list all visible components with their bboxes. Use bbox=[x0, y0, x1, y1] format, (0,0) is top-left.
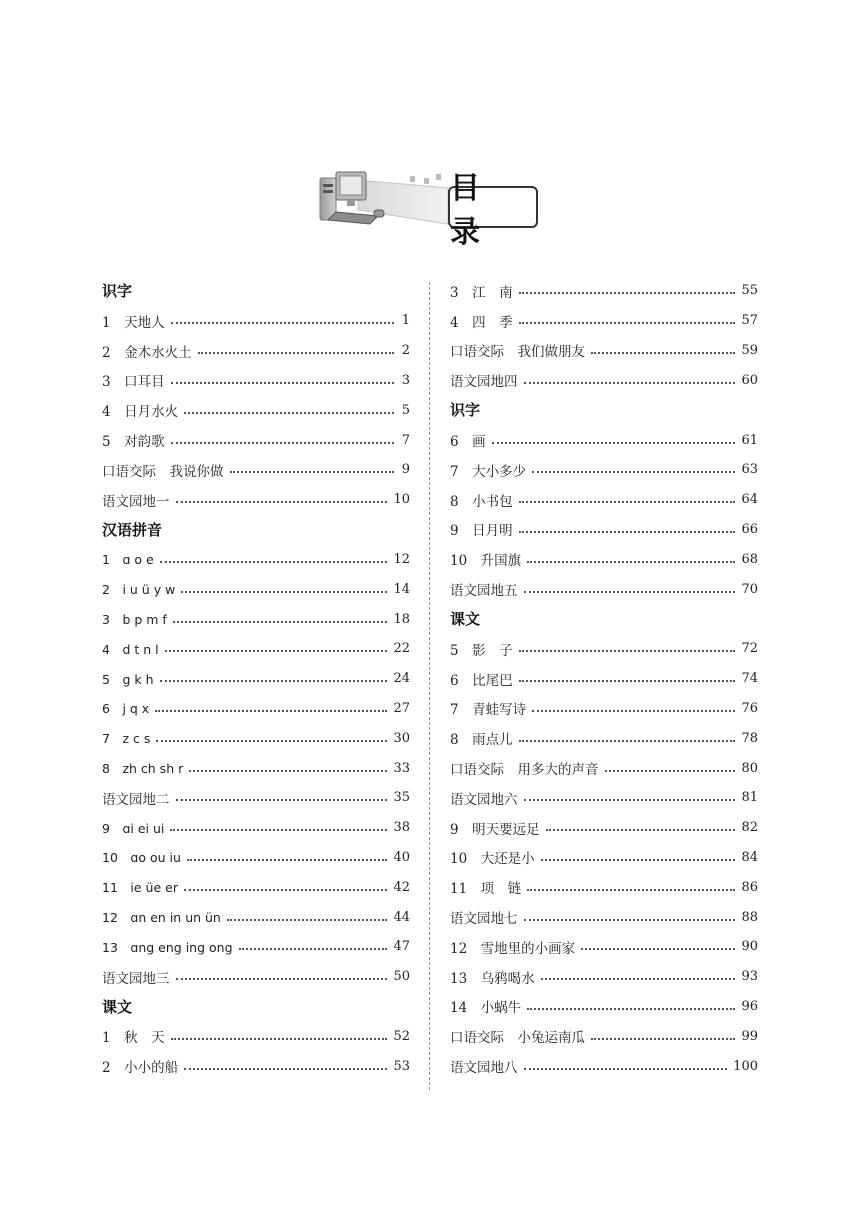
toc-entry-page: 22 bbox=[393, 641, 410, 657]
toc-entry-label: 4 四 季 bbox=[450, 314, 513, 331]
toc-entry-page: 55 bbox=[741, 283, 758, 299]
dot-leader bbox=[165, 649, 388, 652]
toc-entry-page: 80 bbox=[741, 760, 758, 776]
toc-entry-label: 9 明天要远足 bbox=[450, 821, 540, 838]
toc-entry-label: 5 影 子 bbox=[450, 642, 513, 659]
toc-entry-label: 12 雪地里的小画家 bbox=[450, 940, 576, 957]
toc-entry-label: 语文园地一 bbox=[102, 493, 170, 510]
toc-entry-label: 口语交际 小兔运南瓜 bbox=[450, 1030, 585, 1047]
toc-entry-page: 7 bbox=[401, 432, 410, 448]
toc-entry-page: 1 bbox=[401, 313, 410, 329]
toc-entry-page: 42 bbox=[393, 879, 410, 895]
toc-entry-label: 语文园地八 bbox=[450, 1060, 518, 1077]
toc-entry[interactable] bbox=[102, 425, 410, 455]
toc-entry[interactable] bbox=[450, 902, 758, 932]
toc-entry[interactable] bbox=[450, 425, 758, 455]
toc-entry-page: 76 bbox=[741, 700, 758, 716]
toc-entry-page: 27 bbox=[393, 700, 410, 716]
toc-entry-label: 1 秋 天 bbox=[102, 1030, 165, 1047]
dot-leader bbox=[541, 977, 736, 980]
dot-leader bbox=[176, 500, 388, 503]
dot-leader bbox=[532, 709, 735, 712]
toc-entry-page: 5 bbox=[401, 402, 410, 418]
dot-leader bbox=[519, 739, 736, 742]
dot-leader bbox=[184, 888, 387, 891]
toc-entry-label: 口语交际 我们做朋友 bbox=[450, 344, 585, 361]
dot-leader bbox=[171, 1037, 388, 1040]
toc-entry[interactable] bbox=[450, 574, 758, 604]
toc-entry-label: 9 日月明 bbox=[450, 523, 513, 540]
toc-entry[interactable] bbox=[102, 813, 410, 843]
toc-entry-label: 语文园地四 bbox=[450, 374, 518, 391]
toc-entry[interactable] bbox=[102, 366, 410, 396]
toc-entry-label: 语文园地七 bbox=[450, 911, 518, 928]
dot-leader bbox=[187, 858, 388, 861]
toc-entry-label: 7 青蛙写诗 bbox=[450, 702, 527, 719]
toc-entry-page: 90 bbox=[741, 939, 758, 955]
toc-entry[interactable] bbox=[102, 306, 410, 336]
toc-entry-label: 12 ɑn en in un ün bbox=[102, 910, 221, 926]
toc-entry-page: 44 bbox=[393, 909, 410, 925]
toc-entry[interactable] bbox=[450, 932, 758, 962]
toc-entry[interactable] bbox=[450, 306, 758, 336]
dot-leader bbox=[541, 858, 736, 861]
toc-entry-label: 8 雨点儿 bbox=[450, 732, 513, 749]
toc-entry[interactable] bbox=[450, 1021, 758, 1051]
toc-entry[interactable] bbox=[450, 276, 758, 306]
dot-leader bbox=[171, 441, 394, 444]
dot-leader bbox=[591, 1037, 735, 1040]
dot-leader bbox=[532, 470, 735, 473]
toc-entry-page: 53 bbox=[393, 1058, 410, 1074]
toc-entry-page: 33 bbox=[393, 760, 410, 776]
toc-entry[interactable] bbox=[102, 1051, 410, 1081]
dot-leader bbox=[519, 321, 736, 324]
toc-entry-label: 11 ie üe er bbox=[102, 880, 178, 896]
toc-entry-label: 5 对韵歌 bbox=[102, 434, 165, 451]
toc-entry-page: 10 bbox=[393, 492, 410, 508]
column-divider bbox=[429, 282, 430, 1090]
toc-entry-page: 30 bbox=[393, 730, 410, 746]
dot-leader bbox=[527, 888, 735, 891]
toc-entry-label: 6 j q x bbox=[102, 701, 150, 717]
toc-entry-page: 59 bbox=[741, 342, 758, 358]
dot-leader bbox=[524, 1067, 728, 1070]
toc-entry-label: 2 小小的船 bbox=[102, 1060, 179, 1077]
dot-leader bbox=[519, 291, 736, 294]
toc-entry-page: 50 bbox=[393, 969, 410, 985]
toc-entry-label: 6 画 bbox=[450, 434, 486, 451]
section-heading: 汉语拼音 bbox=[102, 520, 163, 539]
dot-leader bbox=[591, 351, 735, 354]
toc-entry-page: 12 bbox=[393, 551, 410, 567]
toc-entry[interactable] bbox=[102, 574, 410, 604]
toc-entry[interactable] bbox=[450, 1051, 758, 1081]
toc-entry-page: 70 bbox=[741, 581, 758, 597]
toc-entry[interactable] bbox=[102, 694, 410, 724]
toc-entry-page: 72 bbox=[741, 641, 758, 657]
toc-entry-page: 47 bbox=[393, 939, 410, 955]
section-heading: 识字 bbox=[450, 401, 481, 420]
toc-entry[interactable] bbox=[102, 902, 410, 932]
toc-entry-page: 38 bbox=[393, 820, 410, 836]
toc-entry-page: 78 bbox=[741, 730, 758, 746]
toc-entry-label: 口语交际 我说你做 bbox=[102, 463, 224, 480]
toc-entry-label: 5 g k h bbox=[102, 671, 154, 687]
toc-entry[interactable] bbox=[102, 1022, 410, 1052]
toc-entry-label: 7 z c s bbox=[102, 731, 151, 747]
dot-leader bbox=[171, 321, 394, 324]
toc-entry[interactable] bbox=[450, 783, 758, 813]
toc-entry-label: 2 金木水火土 bbox=[102, 344, 192, 361]
toc-entry[interactable] bbox=[450, 664, 758, 694]
dot-leader bbox=[198, 351, 394, 354]
toc-entry[interactable] bbox=[102, 485, 410, 515]
page-title: 目 录 bbox=[448, 186, 538, 228]
toc-entry-label: 语文园地五 bbox=[450, 583, 518, 600]
toc-entry-page: 60 bbox=[741, 372, 758, 388]
toc-entry[interactable] bbox=[102, 395, 410, 425]
toc-entry-page: 82 bbox=[741, 820, 758, 836]
toc-entry-page: 93 bbox=[741, 969, 758, 985]
dot-leader bbox=[519, 500, 736, 503]
toc-entry-label: 1 天地人 bbox=[102, 314, 165, 331]
toc-entry-page: 84 bbox=[741, 849, 758, 865]
dot-leader bbox=[581, 947, 735, 950]
toc-entry[interactable] bbox=[450, 962, 758, 992]
toc-entry[interactable] bbox=[450, 992, 758, 1022]
toc-entry[interactable] bbox=[102, 336, 410, 366]
toc-entry-page: 61 bbox=[741, 432, 758, 448]
dot-leader bbox=[184, 1067, 387, 1070]
dot-leader bbox=[176, 798, 388, 801]
toc-entry[interactable] bbox=[450, 872, 758, 902]
dot-leader bbox=[519, 530, 736, 533]
toc-entry-label: 10 升国旗 bbox=[450, 553, 522, 570]
dot-leader bbox=[173, 620, 388, 623]
toc-entry[interactable] bbox=[102, 783, 410, 813]
toc-entry-page: 14 bbox=[393, 581, 410, 597]
toc-entry-label: 口语交际 用多大的声音 bbox=[450, 762, 599, 779]
toc-entry-page: 63 bbox=[741, 462, 758, 478]
toc-entry-label: 13 ɑng eng ing ong bbox=[102, 939, 233, 955]
toc-entry[interactable] bbox=[450, 485, 758, 515]
toc-entry-label: 语文园地三 bbox=[102, 970, 170, 987]
dot-leader bbox=[189, 769, 387, 772]
toc-entry-page: 24 bbox=[393, 671, 410, 687]
toc-entry-page: 88 bbox=[741, 909, 758, 925]
toc-entry[interactable] bbox=[450, 634, 758, 664]
toc-left-column bbox=[102, 276, 410, 1081]
dot-leader bbox=[155, 709, 387, 712]
dot-leader bbox=[160, 560, 388, 563]
toc-entry[interactable] bbox=[102, 664, 410, 694]
toc-entry[interactable] bbox=[102, 962, 410, 992]
toc-entry[interactable] bbox=[450, 515, 758, 545]
toc-entry[interactable] bbox=[450, 753, 758, 783]
toc-entry-page: 18 bbox=[393, 611, 410, 627]
toc-entry-label: 3 b p m f bbox=[102, 612, 167, 628]
dot-leader bbox=[524, 381, 736, 384]
dot-leader bbox=[524, 590, 736, 593]
toc-entry-page: 66 bbox=[741, 521, 758, 537]
dot-leader bbox=[170, 828, 387, 831]
toc-right-column bbox=[450, 276, 758, 1081]
toc-entry[interactable] bbox=[450, 455, 758, 485]
dot-leader bbox=[524, 798, 736, 801]
toc-entry[interactable] bbox=[102, 932, 410, 962]
toc-entry-page: 3 bbox=[401, 372, 410, 388]
dot-leader bbox=[524, 918, 736, 921]
toc-entry-label: 4 日月水火 bbox=[102, 404, 179, 421]
toc-entry[interactable] bbox=[102, 753, 410, 783]
toc-entry-label: 4 d t n l bbox=[102, 641, 159, 657]
toc-entry-label: 3 江 南 bbox=[450, 284, 513, 301]
toc-entry-label: 14 小蜗牛 bbox=[450, 1000, 522, 1017]
toc-entry[interactable] bbox=[102, 455, 410, 485]
dot-leader bbox=[181, 590, 387, 593]
dot-leader bbox=[160, 679, 388, 682]
dot-leader bbox=[527, 560, 735, 563]
toc-entry-label: 10 大还是小 bbox=[450, 851, 535, 868]
toc-entry-label: 2 i u ü y w bbox=[102, 582, 176, 598]
section-heading: 识字 bbox=[102, 282, 133, 300]
section-heading: 课文 bbox=[450, 609, 481, 628]
toc-entry[interactable] bbox=[102, 604, 410, 634]
toc-entry-label: 8 zh ch sh r bbox=[102, 761, 184, 777]
toc-entry-page: 100 bbox=[733, 1058, 758, 1074]
toc-entry-page: 35 bbox=[393, 790, 410, 806]
toc-entry-page: 9 bbox=[401, 462, 410, 478]
dot-leader bbox=[239, 947, 388, 950]
toc-entry-page: 2 bbox=[401, 343, 410, 359]
toc-entry-page: 86 bbox=[741, 879, 758, 895]
toc-entry-label: 10 ɑo ou iu bbox=[102, 850, 181, 866]
toc-entry-page: 74 bbox=[741, 671, 758, 687]
toc-entry[interactable] bbox=[102, 723, 410, 753]
toc-entry[interactable] bbox=[450, 544, 758, 574]
toc-entry-page: 57 bbox=[741, 313, 758, 329]
toc-entry-page: 81 bbox=[741, 790, 758, 806]
dot-leader bbox=[171, 381, 394, 384]
dot-leader bbox=[519, 679, 736, 682]
toc-entry[interactable] bbox=[102, 545, 410, 575]
toc-entry[interactable] bbox=[102, 872, 410, 902]
dot-leader bbox=[230, 470, 395, 473]
dot-leader bbox=[227, 918, 388, 921]
toc-entry-label: 9 ɑi ei ui bbox=[102, 820, 165, 836]
dot-leader bbox=[156, 739, 387, 742]
toc-entry-page: 52 bbox=[393, 1028, 410, 1044]
toc-entry[interactable] bbox=[102, 634, 410, 664]
dot-leader bbox=[519, 649, 736, 652]
dot-leader bbox=[184, 411, 394, 414]
toc-entry-label: 6 比尾巴 bbox=[450, 672, 513, 689]
toc-entry-label: 语文园地二 bbox=[102, 791, 170, 808]
dot-leader bbox=[176, 977, 388, 980]
dot-leader bbox=[605, 769, 736, 772]
toc-entry-label: 13 乌鸦喝水 bbox=[450, 970, 535, 987]
toc-entry[interactable] bbox=[450, 336, 758, 366]
toc-entry[interactable] bbox=[450, 813, 758, 843]
toc-entry-label: 1 ɑ o e bbox=[102, 552, 154, 568]
toc-entry-label: 8 小书包 bbox=[450, 493, 513, 510]
dot-leader bbox=[527, 1007, 735, 1010]
toc-entry-label: 7 大小多少 bbox=[450, 463, 527, 480]
toc-entry-page: 96 bbox=[741, 998, 758, 1014]
toc-entry-page: 40 bbox=[393, 849, 410, 865]
toc-entry-label: 11 项 链 bbox=[450, 881, 522, 898]
toc-entry[interactable] bbox=[450, 694, 758, 724]
toc-entry-label: 语文园地六 bbox=[450, 791, 518, 808]
toc-entry-page: 99 bbox=[741, 1028, 758, 1044]
toc-entry[interactable] bbox=[450, 843, 758, 873]
toc-entry-page: 68 bbox=[741, 551, 758, 567]
dot-leader bbox=[546, 828, 736, 831]
toc-entry[interactable] bbox=[102, 843, 410, 873]
toc-entry-page: 64 bbox=[741, 492, 758, 508]
toc-entry-label: 3 口耳目 bbox=[102, 374, 165, 391]
toc-entry[interactable] bbox=[450, 723, 758, 753]
toc-entry[interactable] bbox=[450, 365, 758, 395]
section-heading: 课文 bbox=[102, 997, 133, 1016]
dot-leader bbox=[492, 441, 736, 444]
